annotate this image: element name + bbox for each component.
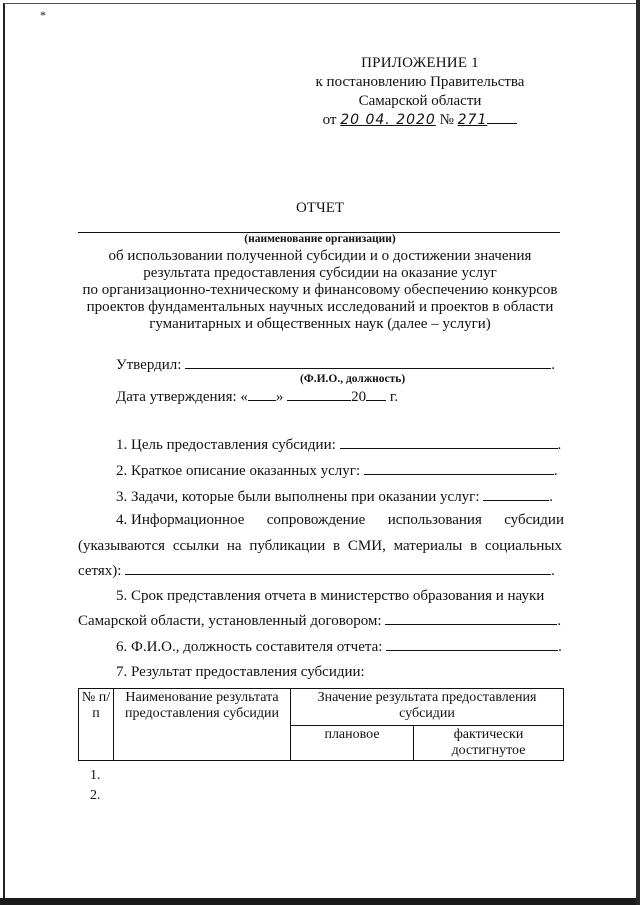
header-actual: фактически достигнутое (414, 726, 564, 761)
appendix-line2: Самарской области (358, 93, 482, 109)
item-1-label: 1. Цель предоставления субсидии: (116, 437, 336, 453)
item-4-word: использования (387, 512, 482, 528)
item-6-label: 6. Ф.И.О., должность составителя отчета: (116, 639, 383, 655)
appendix-header (290, 54, 550, 130)
item-5-label: Самарской области, установленный договором: (78, 613, 382, 629)
item-4-line1 (116, 512, 564, 529)
item-5-blank (385, 612, 557, 625)
item-4-blank (125, 562, 551, 575)
period: . (551, 357, 555, 373)
approved-by-blank (185, 356, 551, 369)
year-blank (366, 388, 386, 401)
item-4-label-end: сетях): (78, 563, 122, 579)
subject-line: проектов фундаментальных научных исследований и проектов в области (86, 299, 554, 315)
period: . (557, 437, 562, 453)
day-blank (248, 388, 276, 401)
handwritten-number: 271 (457, 112, 488, 128)
report-title: ОТЧЕТ (295, 200, 345, 216)
item-2-blank (364, 462, 554, 475)
item-4-word: субсидии (504, 512, 564, 528)
item-5-line1: 5. Срок представления отчета в министерство образования и науки (116, 588, 545, 604)
item-6 (116, 638, 562, 656)
header-value: Значение результата предоставления субсидии (291, 689, 564, 726)
approval-date-line (116, 388, 398, 406)
results-table (78, 688, 564, 761)
number-prefix: № (439, 112, 454, 128)
period: . (557, 613, 562, 629)
item-3-blank (483, 488, 549, 501)
subject-line: по организационно-техническому и финансовому обеспечению конкурсов (82, 282, 558, 298)
approval-date-label: Дата утверждения: « (116, 389, 248, 405)
item-7: 7. Результат предоставления субсидии: (116, 664, 365, 680)
subject-line: результата предоставления субсидии на оказание услуг (143, 265, 497, 281)
item-1 (116, 436, 561, 454)
scan-edge-right (636, 0, 640, 905)
item-4-word: 4. Информационное (116, 512, 245, 528)
subject-line: гуманитарных и общественных наук (далее – услуги) (149, 316, 491, 332)
quote-close: » (275, 389, 284, 405)
table-row-number: 2. (90, 788, 101, 803)
item-4-line2: (указываются ссылки на публикации в СМИ, материалы в социальных (78, 538, 562, 554)
handwritten-date: 20 04. 2020 (340, 112, 436, 128)
top-mark: * (40, 8, 46, 22)
scan-edge-bottom (0, 898, 640, 905)
report-subject (60, 248, 580, 333)
period: . (551, 563, 555, 579)
item-3-label: 3. Задачи, которые были выполнены при оказании услуг: (116, 489, 480, 505)
year-suffix: г. (389, 389, 399, 405)
item-2 (116, 462, 558, 480)
header-num: № п/п (79, 689, 114, 761)
organization-caption: (наименование организации) (244, 233, 396, 245)
month-blank (287, 388, 351, 401)
fio-caption: (Ф.И.О., должность) (300, 373, 406, 385)
item-3 (116, 488, 553, 506)
appendix-title: ПРИЛОЖЕНИЕ 1 (361, 55, 479, 71)
item-2-label: 2. Краткое описание оказанных услуг: (116, 463, 361, 479)
item-5-line2 (78, 612, 561, 630)
approved-label: Утвердил: (116, 357, 182, 373)
header-planned: плановое (291, 726, 414, 761)
period: . (549, 489, 553, 505)
number-blank (487, 111, 517, 124)
item-6-blank (386, 638, 558, 651)
item-4-line3 (78, 562, 555, 580)
year-prefix: 20 (351, 389, 367, 405)
table-row-number: 1. (90, 768, 101, 783)
subject-line: об использовании полученной субсидии и о достижении значения (108, 248, 532, 264)
item-4-word: сопровождение (266, 512, 366, 528)
date-prefix: от (322, 112, 337, 128)
appendix-dateline (290, 111, 550, 130)
approved-by-line (116, 356, 555, 374)
period: . (558, 639, 562, 655)
header-name: Наименование результата предоставления субсидии (114, 689, 291, 761)
appendix-line1: к постановлению Правительства (315, 74, 525, 90)
period: . (553, 463, 558, 479)
item-1-blank (340, 436, 558, 449)
